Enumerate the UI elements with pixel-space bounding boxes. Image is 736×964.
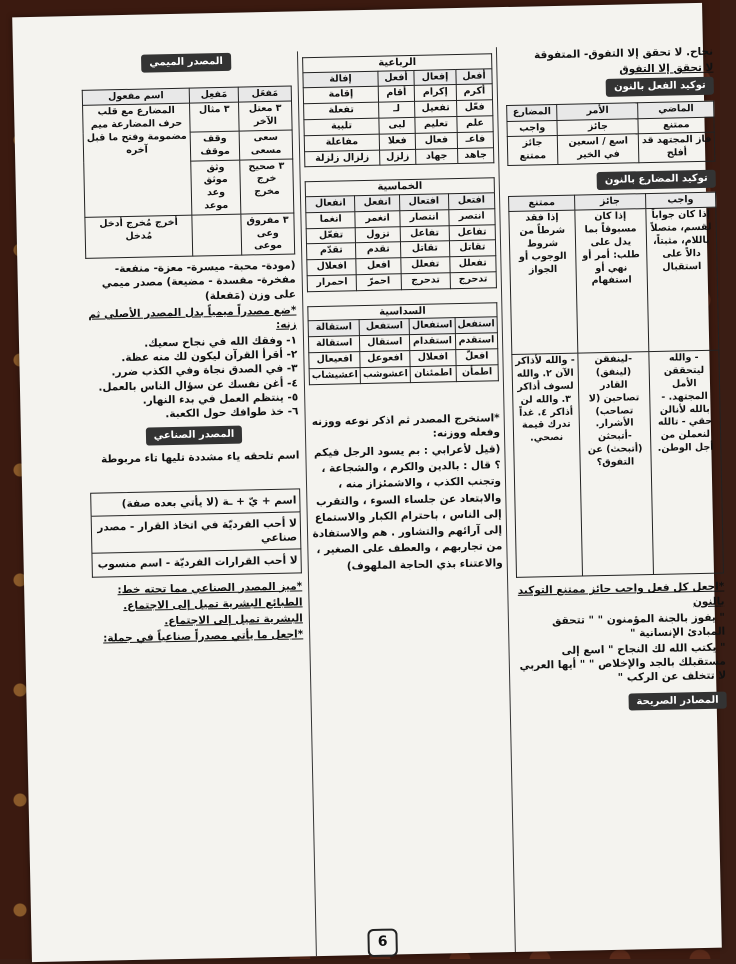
cell: فاعـ bbox=[457, 132, 493, 149]
header: واجب bbox=[645, 192, 716, 209]
cell: واجب bbox=[507, 120, 558, 137]
exercise-line: " يكتب الله لك النجاح " اسع إلى مستقبلك بالجد والإخلاص " " أيها العربي لا تتخلف عن الركب " bbox=[519, 641, 727, 685]
worksheet-page bbox=[12, 3, 727, 962]
exercise-text: (قيل لأعرابي : بم يسود الرجل فيكم ؟ قال : بالدين والكرم ، والشجاعة ، وتجنب الكذب ، والاشمئزاز منه ، والابتعاد عن جلساء السوء ، والتقرب إلى الناس ، باحترام الكبار والاستماع إلى آرائهم والتشاور . هم والاستفادة من تجاربهم ، والعطف على الصغير ، والاعتناء بذي الحاجة الملهوف) bbox=[312, 443, 503, 573]
cell: ممتنع bbox=[638, 117, 714, 134]
cell: افعوعل bbox=[360, 350, 410, 367]
cell: احمرار bbox=[307, 275, 357, 292]
cell: -لينفقن (لينفق) القادر تصاحبن (لا تصاحب) الأشرار. -أتبحثن (أتبحث) عن التفوق؟ bbox=[578, 352, 653, 576]
header: جائز bbox=[575, 193, 646, 210]
cell: لبى bbox=[379, 117, 415, 134]
exercise-line: " يفوز بالجنة المؤمنون " " تتحقق المبادئ الإنسانية " bbox=[551, 611, 726, 640]
cell: تفعلل bbox=[449, 256, 496, 273]
cell: تدحرج bbox=[450, 272, 497, 289]
cell: علم bbox=[457, 116, 493, 133]
header: استفعل bbox=[455, 317, 498, 334]
cell: استقدم bbox=[455, 333, 498, 350]
column-right bbox=[505, 43, 732, 952]
header: إفعال bbox=[414, 69, 456, 86]
cell: أخرج مُخرج أدخل مُدخل bbox=[85, 215, 193, 259]
cell: انغما bbox=[306, 211, 356, 228]
cell: أكرم bbox=[456, 84, 492, 101]
section-label-noun-emphasis: توكيد الفعل بالنون bbox=[606, 77, 714, 97]
cell: مفاعلة bbox=[304, 134, 379, 151]
column-left bbox=[81, 51, 310, 960]
cell: تقاتل bbox=[449, 240, 496, 257]
cell: إذا فقد شرطاً من شروط الوجوب أو الجواز bbox=[509, 210, 578, 354]
cell: انغمر bbox=[355, 210, 400, 227]
header: مَفعِل bbox=[189, 87, 238, 104]
cell: وقف موقف bbox=[190, 131, 240, 161]
cell: تفعلة bbox=[304, 102, 379, 119]
section-label-industrial: المصدر الصناعي bbox=[146, 426, 243, 446]
cell: تقدم bbox=[356, 242, 401, 259]
header: أفعل bbox=[378, 70, 414, 87]
rule-box bbox=[91, 550, 301, 578]
cell: أقام bbox=[378, 86, 414, 103]
rule-box bbox=[91, 512, 302, 554]
top-line-1: نجاح. لا تحقق إلا التفوق- المتفوقة bbox=[533, 45, 714, 62]
cell: افعلال bbox=[307, 259, 357, 276]
header: مَفعَل bbox=[238, 86, 291, 103]
final-line: البشرية تميل إلى الاجتماع. bbox=[164, 612, 303, 628]
table-title: الخماسية bbox=[305, 178, 495, 196]
table-quadrilateral bbox=[302, 68, 494, 168]
cell: إكرام bbox=[414, 85, 456, 102]
cell: تفعّل bbox=[306, 227, 356, 244]
final-line: *ميز المصدر الصناعي مما تحته خط: bbox=[117, 579, 303, 596]
header: استفعل bbox=[359, 319, 409, 336]
cell: - والله لأذاكر الآن ٢. والله لسوف أذاكر ٣. والله لن أذاكر ٤. غداً تدرك قيمة نصحي. bbox=[512, 353, 583, 577]
cell: تلبية bbox=[304, 118, 379, 135]
header: ممتنع bbox=[509, 195, 575, 212]
section-label-mimi: المصدر الميمي bbox=[141, 53, 231, 72]
cell: اعشيشاب bbox=[309, 367, 361, 384]
header: المضارع bbox=[507, 104, 558, 121]
cell: - والله ليتحققن الأمل المجتهد. - بالله لأنالن حقي - تالله لنعملن من أجل الوطن. bbox=[648, 351, 723, 575]
cell: تقاتل bbox=[400, 241, 449, 258]
cell: تفعيل bbox=[415, 101, 457, 118]
cell: إقامة bbox=[303, 86, 378, 103]
table-verb-emphasis bbox=[506, 100, 715, 166]
task-title: *ضع مصدراً ميمياً بدل المصدر الأصلي ثم زنه: bbox=[88, 304, 297, 331]
cell: ٣ معتل الآخر bbox=[239, 101, 293, 131]
table-title: السداسية bbox=[307, 302, 497, 320]
cell: فعّل bbox=[457, 100, 493, 117]
cell: اسع / اسعين في الخير bbox=[557, 134, 639, 164]
task-item: ٦- خذ طوافك حول الكعبة. bbox=[165, 405, 299, 421]
cell: تفعلل bbox=[401, 257, 450, 274]
cell: المضارع مع قلب حرف المضارعة ميم مضمومة وفتح ما قبل آخره bbox=[83, 103, 192, 217]
cell: جائز ممتنع bbox=[507, 136, 558, 166]
header: إفالة bbox=[303, 71, 378, 88]
final-line: الطبائع البشرية تميل إلى الاجتماع. bbox=[123, 596, 303, 612]
task-item: ٥- ينتظم العمل في بدء النهار. bbox=[142, 391, 299, 407]
header: افتعل bbox=[448, 193, 495, 210]
cell: افعل bbox=[356, 258, 401, 275]
cell: فعال bbox=[415, 132, 457, 149]
task-item: ٢- أقرأ القرآن ليكون لك منه عظة. bbox=[121, 348, 298, 365]
header: انفعل bbox=[355, 195, 400, 212]
cell: جائز bbox=[557, 118, 639, 136]
cell: تفاعل bbox=[449, 224, 496, 241]
cell: اعشوشب bbox=[360, 366, 410, 383]
exercise-title: *اجعل كل فعل واجب جائز ممتنع التوكيد بالنون bbox=[517, 580, 725, 608]
top-line-2: لا تحقق إلا التفوق bbox=[619, 61, 714, 76]
rule-line: لا أحب القرارات الفرديّة - اسم منسوب bbox=[97, 554, 298, 571]
definition-industrial: اسم تلحقه ياء مشددة تليها تاء مربوطة bbox=[100, 449, 300, 466]
cell: اطمأن bbox=[456, 364, 499, 381]
table-title: الرباعية bbox=[302, 53, 492, 71]
cell: اطمئنان bbox=[410, 365, 456, 382]
cell: استقالة bbox=[308, 336, 360, 353]
cell: إذا كان مسبوقاً بما يدل على طلب: أمر أو نهي أو استفهام bbox=[575, 209, 649, 353]
cell: افعلّ bbox=[455, 349, 498, 366]
section-label-present-emphasis: توكيد المضارع بالنون bbox=[597, 170, 716, 190]
cell: تزول bbox=[356, 226, 401, 243]
cell: تعليم bbox=[415, 116, 457, 133]
cell: فعلا bbox=[379, 133, 415, 150]
exercise-title: *استخرج المصدر ثم اذكر نوعه ووزنه وفعله ووزنه: bbox=[311, 411, 501, 440]
task-item: ٣- في الصدق نجاة وفي الكذب ضرر. bbox=[111, 362, 298, 379]
section-label-explicit-masdar: المصادر الصريحة bbox=[628, 691, 727, 711]
cell: سعى مسعى bbox=[239, 130, 293, 160]
cell: تدحرج bbox=[401, 273, 450, 290]
cell: ٣ مفروق وعى موعى bbox=[241, 213, 295, 256]
header: انفعال bbox=[305, 196, 355, 213]
rule-line: لا أحب الفرديّة في اتخاذ القرار - مصدر صناعي bbox=[97, 517, 298, 545]
cell: انتصار bbox=[400, 209, 449, 226]
cell: لـ bbox=[379, 102, 415, 119]
cell: استقدام bbox=[410, 334, 456, 351]
cell: جاهد bbox=[458, 147, 494, 164]
cell: ٣ مثال bbox=[190, 102, 240, 132]
cell bbox=[192, 214, 242, 256]
cell: افعيعال bbox=[309, 351, 361, 368]
cell: احمرّ bbox=[357, 274, 402, 291]
cell: جهاد bbox=[415, 148, 457, 165]
cell: تقدّم bbox=[306, 243, 356, 260]
cell: استقال bbox=[360, 335, 410, 352]
header: استقالة bbox=[308, 320, 360, 337]
cell: وثق موثق وعد موعد bbox=[191, 160, 241, 215]
table-present-emphasis bbox=[508, 191, 724, 578]
table-sextuple bbox=[308, 316, 499, 384]
header: الماضي bbox=[638, 101, 714, 118]
task-item: ١- وفقك الله في نجاح سعيك. bbox=[144, 334, 298, 350]
cell: فاز المجتهد قد أفلح bbox=[639, 133, 715, 163]
header: استفعال bbox=[409, 318, 455, 335]
note-mimi: (مودة- محبة- ميسرة- معزة- منفعة- مفخرة- مفسدة - مضيعة) مصدر ميمي على وزن (مَفعلة) bbox=[101, 259, 297, 302]
header: اسم مفعول bbox=[82, 88, 189, 106]
cell: ٣ صحيح خرج مخرج bbox=[240, 159, 294, 214]
cell: تفاعل bbox=[400, 225, 449, 242]
column-middle bbox=[297, 47, 516, 956]
cell: زلزل bbox=[380, 149, 416, 166]
task-item: ٤- أغن نفسك عن سؤال الناس بالعمل. bbox=[98, 377, 299, 394]
rule-line: اسم + يّ + ـة (لا يأتي بعده صفة) bbox=[121, 494, 297, 510]
cell: انتصر bbox=[448, 208, 495, 225]
final-line: *اجعل ما يأتي مصدراً صناعياً في جملة: bbox=[103, 628, 304, 645]
header: أفعل bbox=[456, 68, 492, 85]
table-quintuple bbox=[305, 192, 497, 292]
page-number: 6 bbox=[367, 928, 398, 957]
cell: إذا كان جواباً لقسم، متصلاً باللام، مثبتاً، دالاً على استقبال bbox=[645, 208, 718, 352]
cell: زلزال زلزلة bbox=[305, 150, 380, 167]
header: افتعال bbox=[399, 194, 448, 211]
table-mimi-masdar bbox=[82, 85, 296, 259]
cell: افعلال bbox=[410, 349, 456, 366]
header: الأمر bbox=[557, 103, 639, 121]
